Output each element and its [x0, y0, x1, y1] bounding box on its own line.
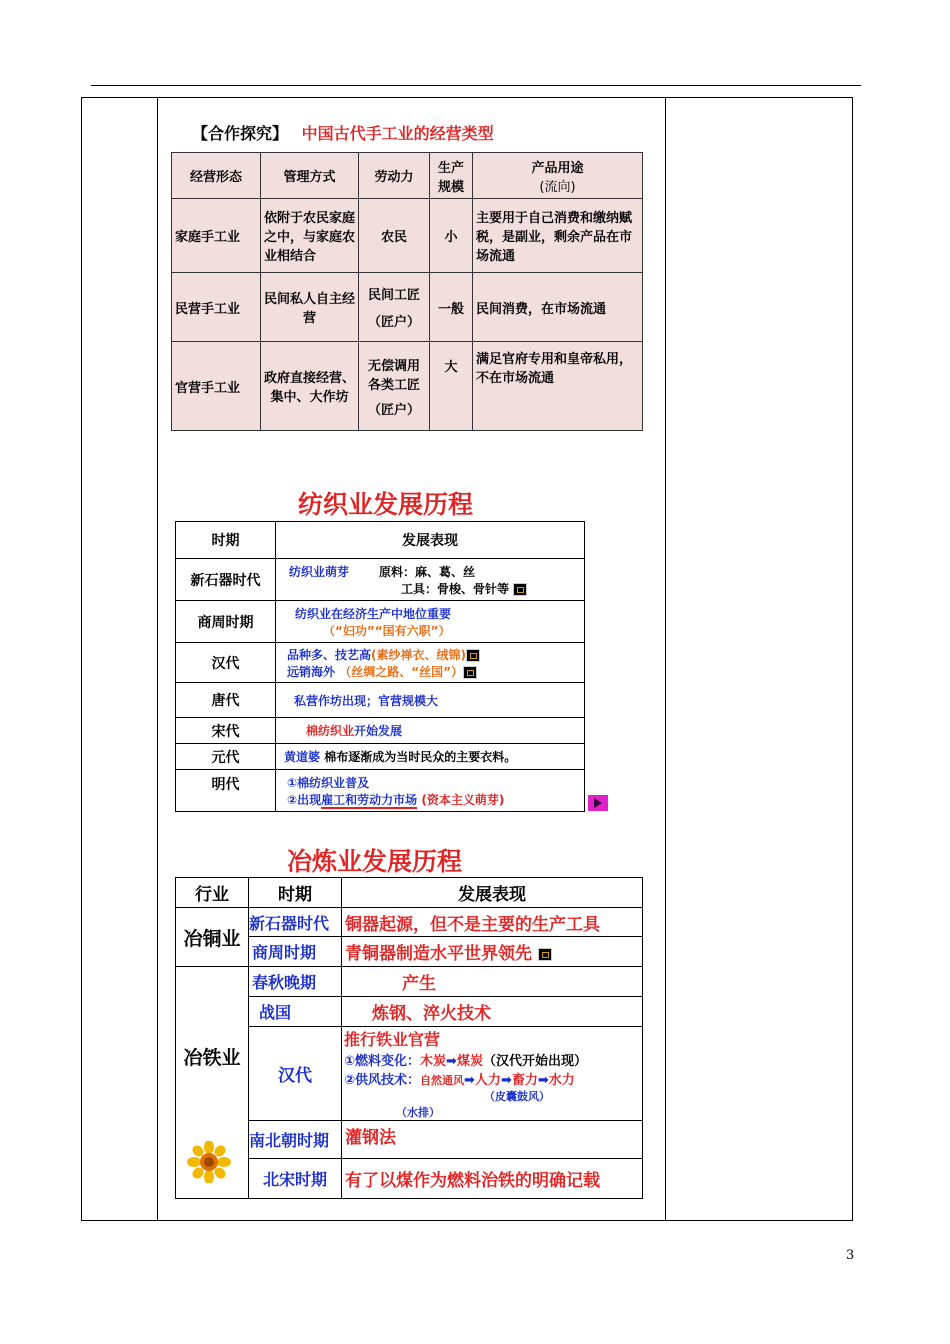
smelting-title: 冶炼业发展历程 [287, 847, 463, 876]
arrow-right-icon: ➡ [537, 1073, 549, 1088]
table-row: 元代 黄道婆 棉布逐渐成为当时民众的主要衣料。 [176, 744, 585, 770]
textile-title: 纺织业发展历程 [298, 490, 474, 519]
table-row: 北宋时期 有了以煤作为燃料治铁的明确记载 [176, 1159, 643, 1199]
table-row: 明代 ①棉纺织业普及 ②出现雇工和劳动力市场 (资本主义萌芽) [176, 770, 585, 812]
table-row: 冶铁业 春秋晚期 产生 [176, 967, 643, 997]
table-row: 商周时期 青铜器制造水平世界领先 [176, 937, 643, 967]
table-row: 南北朝时期 灌钢法 [176, 1121, 643, 1159]
table-row: 商周时期 纺织业在经济生产中地位重要 （“妇功”“国有六职”） [176, 601, 585, 643]
t1-heading: 【合作探究】 中国古代手工业的经营类型 [192, 124, 494, 143]
arrow-right-icon: ➡ [464, 1073, 475, 1088]
image-link-icon[interactable] [463, 666, 477, 679]
textile-table: 时期 发展表现 新石器时代 纺织业萌芽 原料：麻、葛、丝 工具：骨梭、骨针等 商周时期 纺织业在经济生产中地位重要 （“妇功”“国有六职”） 汉代 品种多、技艺高(素纱禅衣、绒锦) 远销海外 （丝绸之路、“丝国”） 唐代 私营作坊出现；官营规模大 宋代 棉纺织业开始发展 元代 黄道婆 棉布逐渐成为当时民众的主要衣料。 明代 ①棉纺织业普及 ②出现雇工和劳动力市场 (资本主义萌芽) [175, 521, 585, 812]
table-row: 新石器时代 纺织业萌芽 原料：麻、葛、丝 工具：骨梭、骨针等 [176, 559, 585, 601]
header-rule [91, 85, 861, 86]
image-link-icon[interactable] [538, 948, 552, 961]
smelting-table: 行业 时期 发展表现 冶铜业 新石器时代 铜器起源，但不是主要的生产工具 商周时期 青铜器制造水平世界领先 冶铁业 春秋晚期 产生 战国 炼钢、淬火技术 汉代 推行铁业官营 ①燃料变化：木炭➡煤炭（汉代开始出现） ②供风技术：自然通风➡人力➡畜力➡水力 （皮囊鼓风）（水排） 南北朝时期 灌钢法 北宋时期 有了以煤作为燃料治铁的明确记载 [175, 877, 643, 1199]
table-row: 冶铜业 新石器时代 铜器起源，但不是主要的生产工具 [176, 908, 643, 937]
table-row: 战国 炼钢、淬火技术 [176, 997, 643, 1027]
craft-types-table: 经营形态 管理方式 劳动力 生产规模 产品用途 (流向) 家庭手工业 依附于农民家庭之中，与家庭农业相结合 农民 小 主要用于自己消费和缴纳赋税，是副业，剩余产品在市场流通 民营手工业 民间私人自主经营 民间工匠 （匠户） 一般 民间消费，在市场流通 官营手工业 政府直接经营、集中、大作坊 无偿调用各类工匠 （匠户） 大 满足官府专用和皇帝私用，不在市场流通 [171, 152, 643, 431]
table-row: 宋代 棉纺织业开始发展 [176, 718, 585, 744]
page-number: 3 [846, 1248, 855, 1263]
table-row: 汉代 品种多、技艺高(素纱禅衣、绒锦) 远销海外 （丝绸之路、“丝国”） [176, 643, 585, 683]
table-row: 官营手工业 政府直接经营、集中、大作坊 无偿调用各类工匠 （匠户） 大 满足官府专用和皇帝私用，不在市场流通 [172, 342, 643, 431]
table-row: 民营手工业 民间私人自主经营 民间工匠 （匠户） 一般 民间消费，在市场流通 [172, 273, 643, 342]
play-arrow-icon[interactable] [588, 795, 608, 811]
image-link-icon[interactable] [466, 649, 480, 662]
table-row: 汉代 推行铁业官营 ①燃料变化：木炭➡煤炭（汉代开始出现） ②供风技术：自然通风➡人力➡畜力➡水力 （皮囊鼓风）（水排） [176, 1027, 643, 1121]
arrow-right-icon: ➡ [446, 1054, 457, 1069]
arrow-right-icon: ➡ [500, 1073, 512, 1088]
sunflower-icon [186, 1141, 232, 1183]
table-row: 家庭手工业 依附于农民家庭之中，与家庭农业相结合 农民 小 主要用于自己消费和缴纳赋税，是副业，剩余产品在市场流通 [172, 199, 643, 273]
image-link-icon[interactable] [513, 583, 527, 596]
table-row: 唐代 私营作坊出现；官营规模大 [176, 683, 585, 718]
